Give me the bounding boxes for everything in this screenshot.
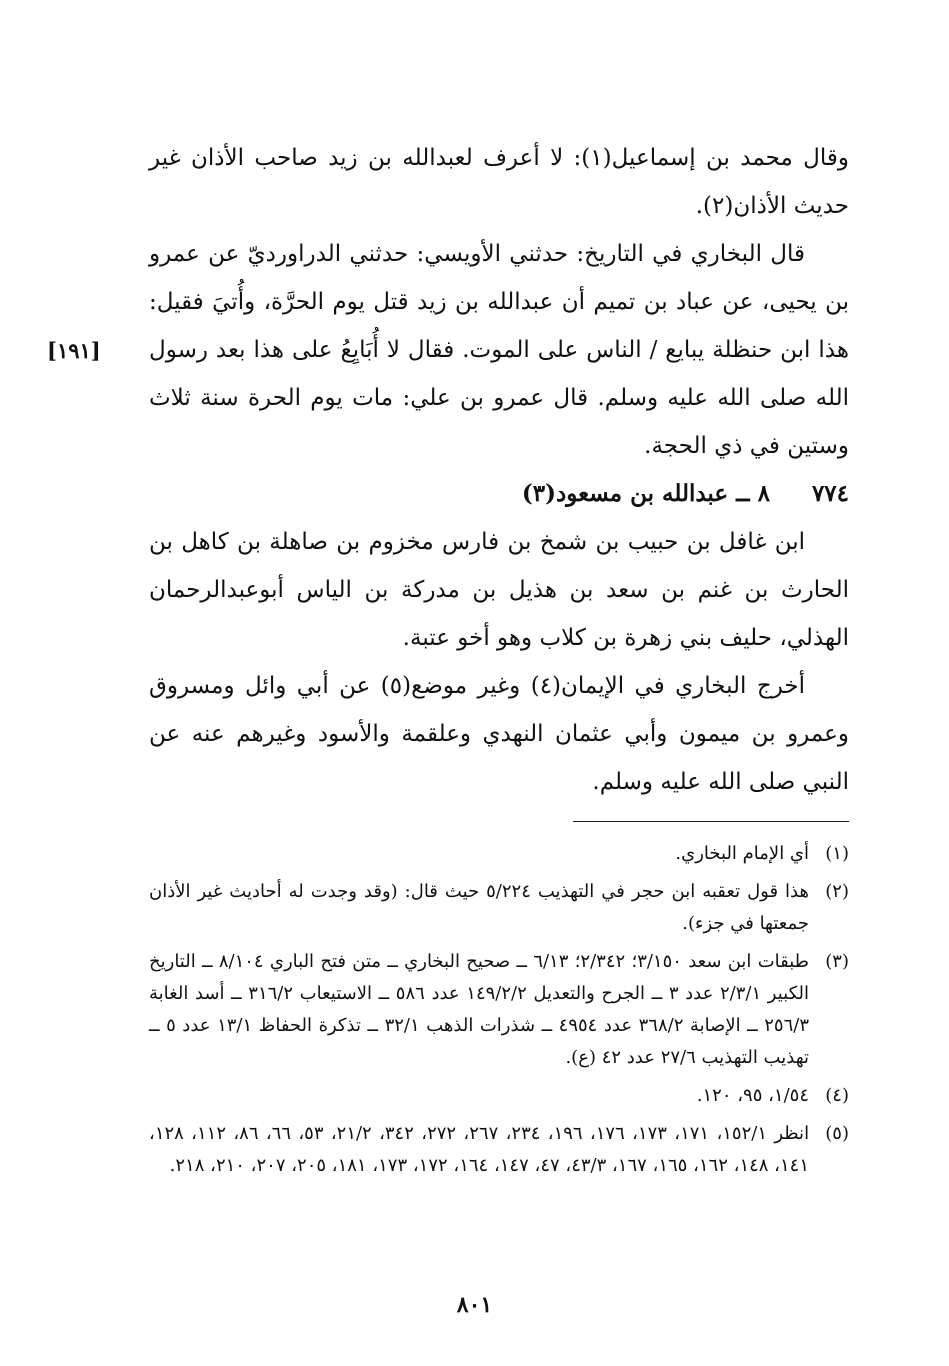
footnote-number: (٤) — [825, 1085, 849, 1106]
footnote-text: طبقات ابن سعد ٣/١٥٠؛ ٢/٣٤٢؛ ٦/١٣ ــ صحيح البخاري ــ متن فتح الباري ٨/١٠٤ ــ التاريخ الكبير ٢/٣/١ عدد ٣ ــ الجرح والتعديل ١٤٩/٢/٢ عدد ٥٨٦ ــ الاستيعاب ٣١٦/٢ ــ أسد الغابة ٢٥٦/٣ ــ الإصابة ٣٦٨/٢ عدد ٤٩٥٤ ــ شذرات الذهب ٣٢/١ ــ تذكرة الحفاظ ١٣/١ عدد ٥ ــ تهذيب التهذيب ٢٧/٦ عدد ٤٢ (ع). — [149, 951, 810, 1068]
entry-title: ٨ ــ عبدالله بن مسعود(٣) — [521, 480, 770, 507]
paragraph-bukhari-statement: وقال محمد بن إسماعيل(١): لا أعرف لعبدالله بن زيد صاحب الأذان غير حديث الأذان(٢). — [149, 145, 849, 219]
page-number: ٨٠١ — [456, 1292, 493, 1318]
footnote — [149, 946, 849, 1074]
paragraph-lineage: ابن غافل بن حبيب بن شمخ بن فارس مخزوم بن صاهلة بن كاهل بن الحارث بن غنم بن سعد بن هذيل بن مدركة بن الياس أبوعبدالرحمان الهذلي، حليف بني زهرة بن كلاب وهو أخو عتبة. — [149, 529, 849, 651]
footnote-text: أي الإمام البخاري. — [675, 843, 809, 864]
footnote-text: ١/٥٤، ٩٥، ١٢٠. — [696, 1085, 809, 1106]
footnote-number: (٥) — [825, 1123, 849, 1144]
paragraph-narrations: أخرج البخاري في الإيمان(٤) وغير موضع(٥) عن أبي وائل ومسروق وعمرو بن ميمون وأبي عثمان النهدي وعلقمة والأسود وغيرهم عنه عن النبي صلى الله عليه وسلم. — [149, 673, 849, 795]
entry-number: ٧٧٤ — [811, 480, 849, 507]
paragraph-tarikh-narration: قال البخاري في التاريخ: حدثني الأويسي: حدثني الدراورديّ عن عمرو بن يحيى، عن عباد بن تميم أن عبدالله بن زيد قتل يوم الحرَّة، وأُتيَ فقيل: هذا ابن حنظلة يبايع / الناس على الموت. فقال لا أُبَايِعُ على هذا بعد رسول الله صلى الله عليه وسلم. قال عمرو بن علي: مات يوم الحرة سنة ثلاث وستين في ذي الحجة. — [149, 241, 849, 459]
margin-page-reference: [١٩١] — [47, 338, 101, 363]
footnote — [149, 1080, 849, 1112]
footnote-separator — [573, 821, 849, 822]
footnote — [149, 838, 849, 870]
footnotes — [149, 838, 849, 1188]
footnote — [149, 1118, 849, 1182]
footnote-number: (٣) — [825, 951, 849, 972]
footnote-text: هذا قول تعقبه ابن حجر في التهذيب ٥/٢٢٤ حيث قال: (وقد وجدت له أحاديث غير الأذان جمعتها في جزء). — [149, 881, 810, 934]
entry-heading — [149, 470, 849, 518]
main-text — [149, 134, 849, 806]
footnote — [149, 876, 849, 940]
footnote-text: انظر ١٥٢/١، ١٧١، ١٧٣، ١٧٦، ١٩٦، ٢٣٤، ٢٦٧، ٢٧٢، ٣٤٢، ٢١/٢، ٥٣، ٦٦، ٨٦، ١١٢، ١٢٨، ١٤١، ١٤٨، ١٦٢، ١٦٥، ١٦٧، ٤٣/٣، ٤٧، ١٤٧، ١٦٤، ١٧٢، ١٧٣، ١٨١، ٢٠٥، ٢٠٧، ٢١٠، ٢١٨. — [149, 1123, 810, 1176]
footnote-number: (٢) — [825, 881, 849, 902]
footnote-number: (١) — [825, 843, 849, 864]
